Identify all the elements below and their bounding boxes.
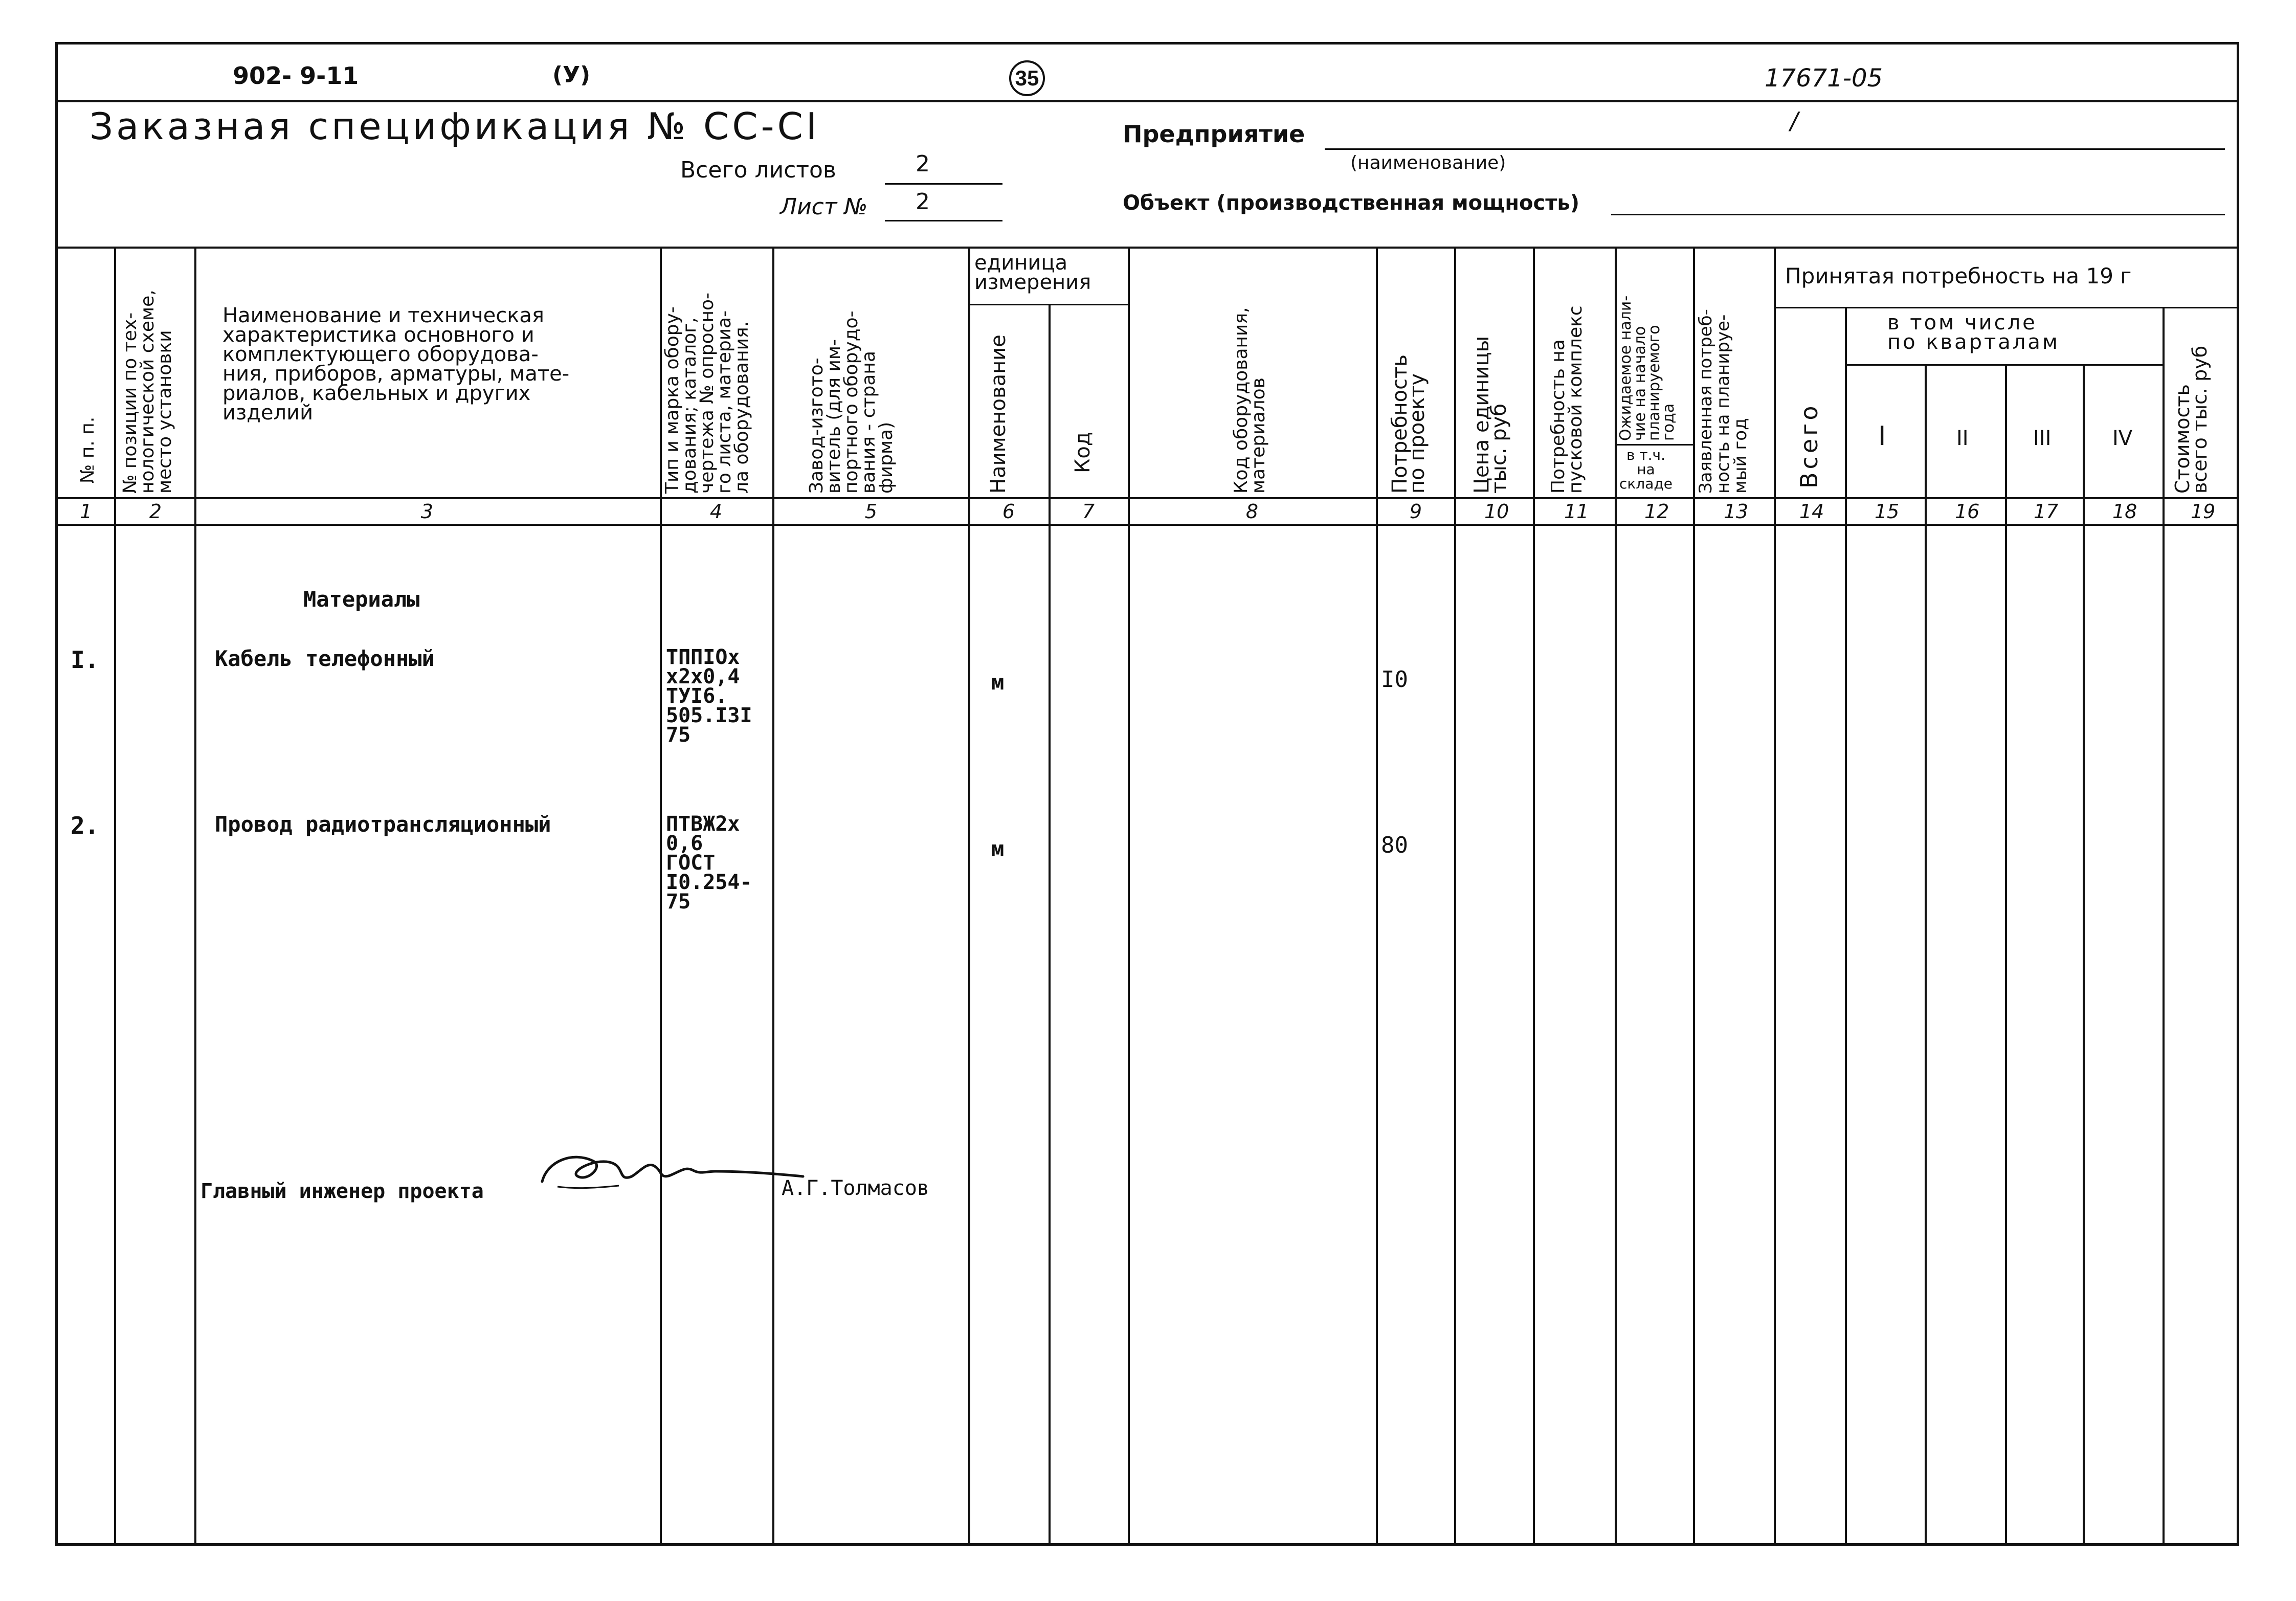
col-divider-5 — [968, 247, 970, 1546]
col-number: 18 — [2112, 500, 2137, 523]
col-divider-7 — [1128, 247, 1130, 1546]
col-divider-6 — [1049, 304, 1051, 1546]
row-item-quantity: I0 — [1381, 666, 1408, 693]
col-divider-17 — [2083, 364, 2085, 1546]
row-number: 2. — [71, 812, 99, 839]
col-header-12-bottom: в т.ч. на складе — [1619, 447, 1673, 492]
col-header-4: Тип и марка обору- дования; каталог, чертежа № опросно- го листа, материа- ла оборудования. — [662, 293, 752, 494]
signature-name: А.Г.Толмасов — [782, 1176, 929, 1200]
sheet-label: Лист № — [780, 194, 868, 220]
col-number: 3 — [420, 500, 434, 523]
col-number: 11 — [1564, 500, 1589, 523]
col-divider-11 — [1615, 247, 1617, 1546]
col-header-18: IV — [2112, 427, 2133, 450]
row-number: I. — [71, 646, 99, 674]
row-item-type: ТППIОх х2х0,4 ТУI6. 505.I3I 75 — [666, 646, 752, 747]
col-header-14: Всего — [1795, 403, 1823, 488]
object-underline — [1611, 214, 2225, 215]
object-label: Объект (производственная мощность) — [1123, 191, 1579, 215]
sheets-total-underline — [885, 183, 1002, 185]
col-header-17: III — [2033, 427, 2052, 450]
row-item-name: Провод радиотрансляционный — [215, 812, 551, 837]
col-header-16: II — [1956, 427, 1969, 450]
col-divider-13 — [1774, 247, 1776, 1546]
col-number: 5 — [864, 500, 878, 523]
col-header-10: Цена единицы тыс. руб — [1470, 336, 1511, 494]
row-item-unit: м — [991, 670, 1005, 695]
enterprise-label: Предприятие — [1123, 120, 1305, 148]
variant-mark: (У) — [552, 62, 591, 88]
col-number: 17 — [2034, 500, 2059, 523]
col-divider-1 — [114, 247, 116, 1546]
col-number: 1 — [79, 500, 93, 523]
col-divider-8 — [1376, 247, 1378, 1546]
signature-label: Главный инженер проекта — [200, 1180, 484, 1203]
col-number: 19 — [2191, 500, 2216, 523]
row-item-name: Кабель телефонный — [215, 646, 435, 671]
col-divider-16 — [2005, 364, 2007, 1546]
quarters-divider — [1846, 364, 2163, 366]
title-divider — [55, 247, 2239, 249]
header-divider — [55, 100, 2239, 102]
col-divider-12 — [1693, 247, 1695, 1546]
section-title: Материалы — [303, 587, 420, 612]
c12-divider — [1616, 444, 1693, 446]
col-divider-9 — [1454, 247, 1456, 1546]
sheet-number-value: 2 — [916, 189, 930, 215]
col-number: 15 — [1875, 500, 1900, 523]
sheets-total-label: Всего листов — [680, 157, 836, 183]
col-divider-15 — [1925, 364, 1927, 1546]
row-item-quantity: 80 — [1381, 832, 1408, 858]
col-header-1: № п. п. — [77, 416, 98, 483]
col-header-3: Наименование и техническая характеристика основного и комплектующего оборудова- ния, приборов, арматуры, мате- риалов, кабельных и других изделий — [222, 304, 570, 425]
col-header-9: Потребность по проекту — [1388, 354, 1429, 494]
column-numbers-top — [55, 497, 2239, 499]
quarters-group-header: в том числе по кварталам — [1887, 311, 2060, 354]
col-number: 4 — [709, 500, 723, 523]
col-divider-14 — [1845, 307, 1847, 1546]
row-item-unit: м — [991, 836, 1005, 861]
col-number: 2 — [149, 500, 162, 523]
col-header-2: № позиции по тех- нологической схеме, место установки — [120, 290, 175, 494]
column-numbers-bottom — [55, 524, 2239, 526]
col-number: 8 — [1245, 500, 1259, 523]
col-header-12-top: Ожидаемое нали- чие на начало планируемого года — [1617, 295, 1678, 441]
col-number: 7 — [1082, 500, 1095, 523]
col-header-19: Стоимость всего тыс. руб — [2171, 345, 2211, 494]
accepted-group-header: Принятая потребность на 19 г — [1785, 263, 2132, 288]
archive-number: 17671-05 — [1765, 64, 1883, 93]
enterprise-caption: (наименование) — [1350, 152, 1506, 173]
enterprise-underline — [1325, 148, 2225, 150]
col-header-6: Наименование — [987, 335, 1010, 494]
col-header-13: Заявленная потреб- ность на планируе- мый год — [1696, 309, 1751, 494]
project-code: 902- 9-11 — [233, 62, 359, 90]
unit-group-header: единица измерения — [974, 251, 1091, 294]
enterprise-value: / — [1790, 107, 1798, 135]
col-number: 9 — [1409, 500, 1422, 523]
col-number: 14 — [1799, 500, 1824, 523]
col-number: 12 — [1644, 500, 1669, 523]
col-number: 10 — [1484, 500, 1509, 523]
col-number: 16 — [1955, 500, 1980, 523]
page-number-stamp: 35 — [1009, 60, 1045, 96]
col-divider-4 — [772, 247, 774, 1546]
row-item-type: ПТВЖ2х 0,6 ГОСТ I0.254- 75 — [666, 812, 752, 914]
col-divider-10 — [1533, 247, 1535, 1546]
col-header-11: Потребность на пусковой комплекс — [1548, 305, 1586, 494]
col-header-5: Завод-изгото- витель (для им- портного оборудо- вания - страна фирма) — [806, 310, 897, 494]
col-header-15: I — [1878, 421, 1886, 452]
sheets-total-value: 2 — [916, 151, 930, 177]
handwritten-signature — [537, 1141, 823, 1207]
col-divider-2 — [194, 247, 196, 1546]
col-number: 6 — [1002, 500, 1015, 523]
sheet-number-underline — [885, 220, 1002, 221]
col-header-8: Код оборудования, материалов — [1231, 307, 1269, 494]
col-header-7: Код — [1071, 432, 1095, 473]
col-number: 13 — [1724, 500, 1749, 523]
specification-title: Заказная спецификация № СС-СI — [90, 105, 820, 148]
col-divider-18 — [2163, 307, 2165, 1546]
